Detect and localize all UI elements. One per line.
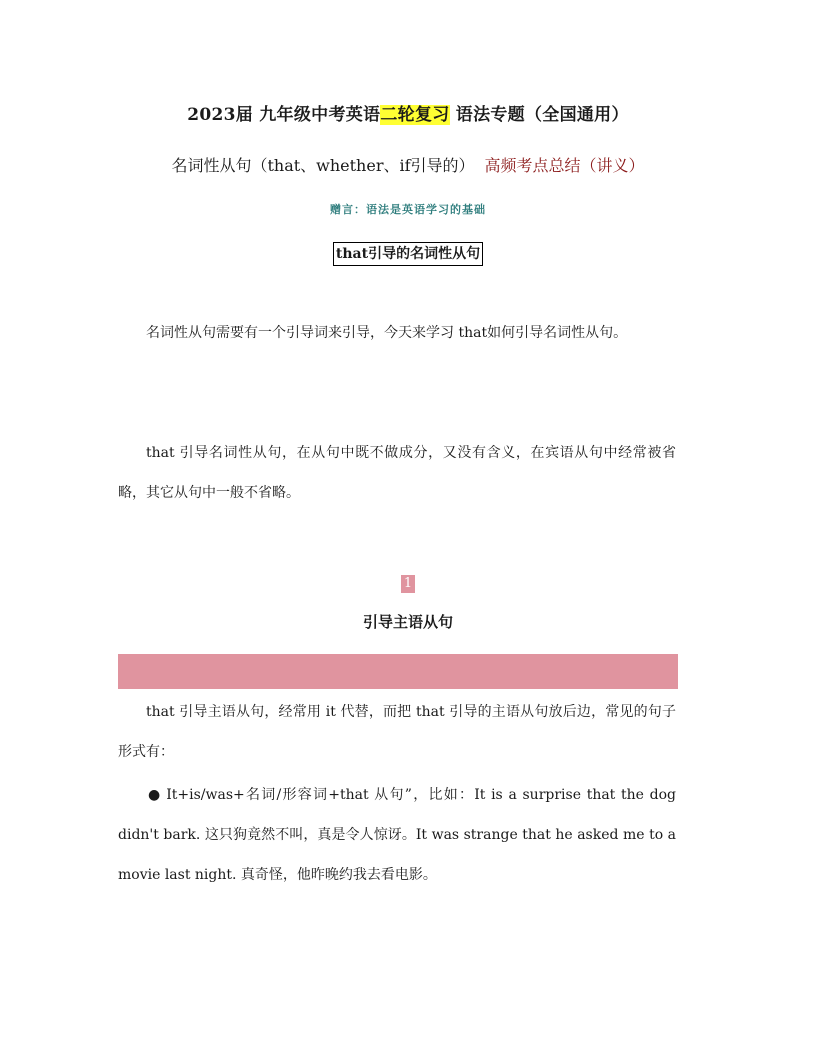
section-number-wrap (0, 572, 816, 593)
subtitle-main: 名词性从句（that、whether、if引导的） (171, 156, 475, 175)
section-number-badge: 1 (401, 575, 415, 593)
paragraph-subject-clause: that 引导主语从句，经常用 it 代替，而把 that 引导的主语从句放后边，常见的句子形式有： (118, 704, 676, 760)
section-divider-bar (118, 654, 678, 689)
document-subtitle (0, 153, 816, 176)
subtitle-red: 高频考点总结（讲义） (484, 156, 645, 175)
bullet-icon: ● (148, 787, 161, 803)
paragraph-example (118, 775, 676, 895)
motto: 赠言：语法是英语学习的基础 (330, 203, 486, 216)
section-title: 引导主语从句 (362, 613, 453, 631)
title-text-end: 语法专题（全国通用） (449, 105, 629, 125)
document-title (0, 100, 816, 125)
boxed-heading: that引导的名词性从句 (333, 242, 483, 266)
example-text: It+is/was+名词/形容词+that 从句”，比如：It is a surprise that the dog didn't bark. 这只狗竟然不叫，真是令人惊讶。It was strange that he asked me to a movie last night. 真奇怪，他昨晚约我去看电影。 (118, 787, 676, 883)
boxed-heading-wrap (0, 242, 816, 266)
title-text: 2023届 九年级中考英语 (187, 105, 381, 125)
paragraph-that-usage: that 引导名词性从句，在从句中既不做成分，又没有含义，在宾语从句中经常被省略，其它从句中一般不省略。 (118, 445, 676, 501)
paragraph-intro: 名词性从句需要有一个引导词来引导，今天来学习 that如何引导名词性从句。 (146, 325, 628, 341)
title-highlight: 二轮复习 (380, 105, 450, 125)
